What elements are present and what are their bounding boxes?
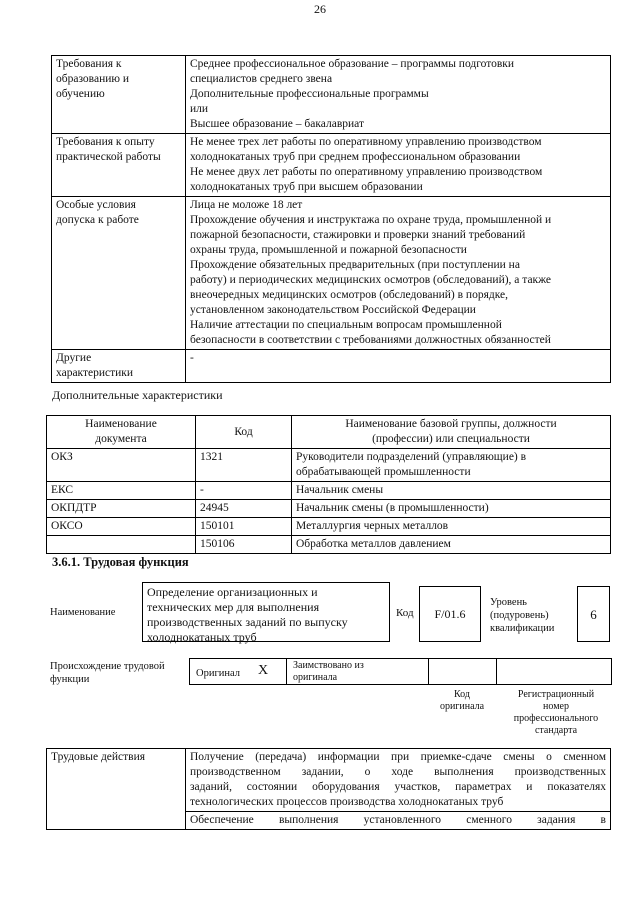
code-original-caption: Код оригинала: [439, 689, 485, 712]
function-code-label: Код: [396, 607, 414, 619]
row-value: -: [186, 350, 611, 383]
header-code: Код: [196, 416, 292, 449]
additional-characteristics-table: [46, 415, 611, 554]
table-row: ЕКС - Начальник смены: [47, 482, 611, 500]
table-row: ОКПДТР 24945 Начальник смены (в промышленности): [47, 500, 611, 518]
function-code-box: F/01.6: [419, 586, 481, 642]
row-label: Требования к образованию и обучению: [52, 56, 186, 134]
row-value: Не менее трех лет работы по оперативному управлению производством холоднокатаных труб при среднем профессиональном образовании Не менее двух лет работы по оперативному управлению производством холоднокатаных труб при высшем образовании: [186, 134, 611, 197]
row-value: Лица не моложе 18 лет Прохождение обучения и инструктажа по охране труда, промышленной и пожарной безопасности, стажировки и проверки знаний требований охраны труда, промышленной и пожарной безопасности Прохождение обязательных предварительных (при поступлении на работу) и периодических медицинских осмотров (обследований), а также внеочередных медицинских осмотров (обследований) в порядке, установленном законодательством Российской Федерации Наличие аттестации по специальным вопросам промышленной безопасности в соответствии с требованиями должностных обязанностей: [186, 197, 611, 350]
function-name-label: Наименование: [50, 607, 116, 618]
table-header-row: [47, 416, 611, 449]
additional-title: Дополнительные характеристики: [52, 388, 223, 402]
labor-action: Обеспечение выполнения установленного сменного задания в: [186, 812, 611, 830]
origin-row: [189, 658, 612, 685]
section-title: 3.6.1. Трудовая функция: [52, 555, 189, 569]
original-mark: X: [258, 663, 269, 678]
row-label: Особые условия допуска к работе: [52, 197, 186, 350]
labor-actions-label: Трудовые действия: [47, 749, 186, 830]
page-number: 26: [314, 2, 326, 16]
borrowed-label: Заимствовано из оригинала: [293, 660, 364, 683]
header-name: Наименование базовой группы, должности (профессии) или специальности: [292, 416, 611, 449]
table-row: [52, 56, 611, 134]
requirements-table: [51, 55, 611, 383]
labor-actions-table: [46, 748, 611, 830]
row-label: Другие характеристики: [52, 350, 186, 383]
table-row: ОКСО 150101 Металлургия черных металлов: [47, 518, 611, 536]
header-doc: Наименование документа: [47, 416, 196, 449]
table-row: [52, 350, 611, 383]
qualification-level-box: 6: [577, 586, 610, 642]
qualification-level-label: Уровень (подуровень) квалификации: [490, 597, 555, 634]
original-label: Оригинал: [196, 668, 240, 679]
table-row: [52, 134, 611, 197]
table-row: ОКЗ 1321 Руководители подразделений (управляющие) в обрабатывающей промышленности: [47, 449, 611, 482]
table-row: [47, 749, 611, 812]
registration-number-caption: Регистрационный номер профессионального стандарта: [513, 689, 599, 736]
labor-action: Получение (передача) информации при приемке-сдаче смены о сменном производственном задании, о ходе выполнения производственных заданий, состоянии оборудования участков, параметрах и показателях технологических процессов производства холоднокатаных труб: [186, 749, 611, 812]
row-label: Требования к опыту практической работы: [52, 134, 186, 197]
table-row: [52, 197, 611, 350]
function-name-box: Определение организационных и технических мер для выполнения производственных заданий по выпуску холоднокатаных труб: [142, 582, 390, 642]
row-value: Среднее профессиональное образование – программы подготовки специалистов среднего звена Дополнительные профессиональные программы или Высшее образование – бакалавриат: [186, 56, 611, 134]
table-row: 150106 Обработка металлов давлением: [47, 536, 611, 554]
origin-label: Происхождение трудовой функции: [50, 661, 165, 685]
